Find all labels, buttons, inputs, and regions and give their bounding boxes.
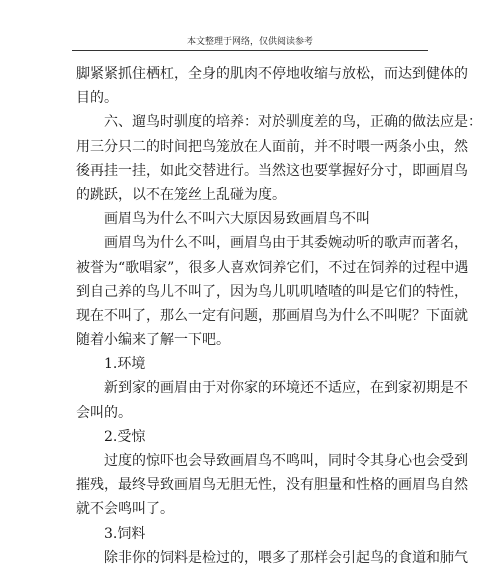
text-line: 过度的惊吓也会导致画眉鸟不鸣叫，同时令其身心也会受到 — [104, 453, 468, 469]
text-line: 到自己养的鸟儿不叫了，因为鸟儿叽叽喳喳的叫是它们的特性， — [76, 283, 468, 300]
header-text: 本文整理于网络，仅供阅读参考 — [186, 37, 313, 47]
text-line: 目的。 — [76, 90, 118, 107]
text-line: 除非你的饲料是检过的，喂多了那样会引起鸟的食道和肺气 — [104, 549, 468, 566]
text-line: 现在不叫了，那么一定有问题，那画眉鸟为什么不叫呢？下面就 — [76, 307, 468, 324]
text-line: 画眉鸟为什么不叫，画眉鸟由于其委婉动听的歌声而著名， — [104, 235, 468, 252]
text-line: 的跳跃，以不在笼丝上乱碰为度。 — [76, 186, 286, 203]
text-line: 被誉为“歌唱家”，很多人喜欢饲养它们，不过在饲养的过程中遇 — [76, 259, 469, 276]
document-body — [76, 62, 482, 570]
text-line: 後再挂一挂，如此交替进行。当然这也要掌握好分寸，即画眉鸟 — [76, 162, 468, 179]
text-line: 用三分只二的时间把鸟笼放在人面前，并不时喂一两条小虫，然 — [76, 138, 468, 155]
text-line: 六、遛鸟时驯度的培养：对於驯度差的鸟，正确的做法应是： — [104, 114, 482, 131]
text-line: 3.饲料 — [104, 525, 146, 542]
text-line: 画眉鸟为什么不叫六大原因易致画眉鸟不叫 — [104, 211, 370, 228]
text-line: 随着小编来了解一下吧。 — [76, 332, 230, 349]
text-line: 新到家的画眉由于对你家的环境还不适应，在到家初期是不 — [104, 380, 468, 397]
text-line: 2.受惊 — [104, 428, 146, 445]
text-line: 摧残，最终导致画眉鸟无胆无性，没有胆量和性格的画眉鸟自然 — [76, 477, 468, 494]
text-line: 会叫的。 — [76, 404, 132, 421]
text-line: 脚紧紧抓住栖杠，全身的肌肉不停地收缩与放松，而达到健体的 — [76, 66, 468, 82]
text-line: 1.环境 — [104, 356, 146, 373]
text-line: 就不会鸣叫了。 — [76, 501, 174, 518]
page-header — [72, 36, 428, 51]
